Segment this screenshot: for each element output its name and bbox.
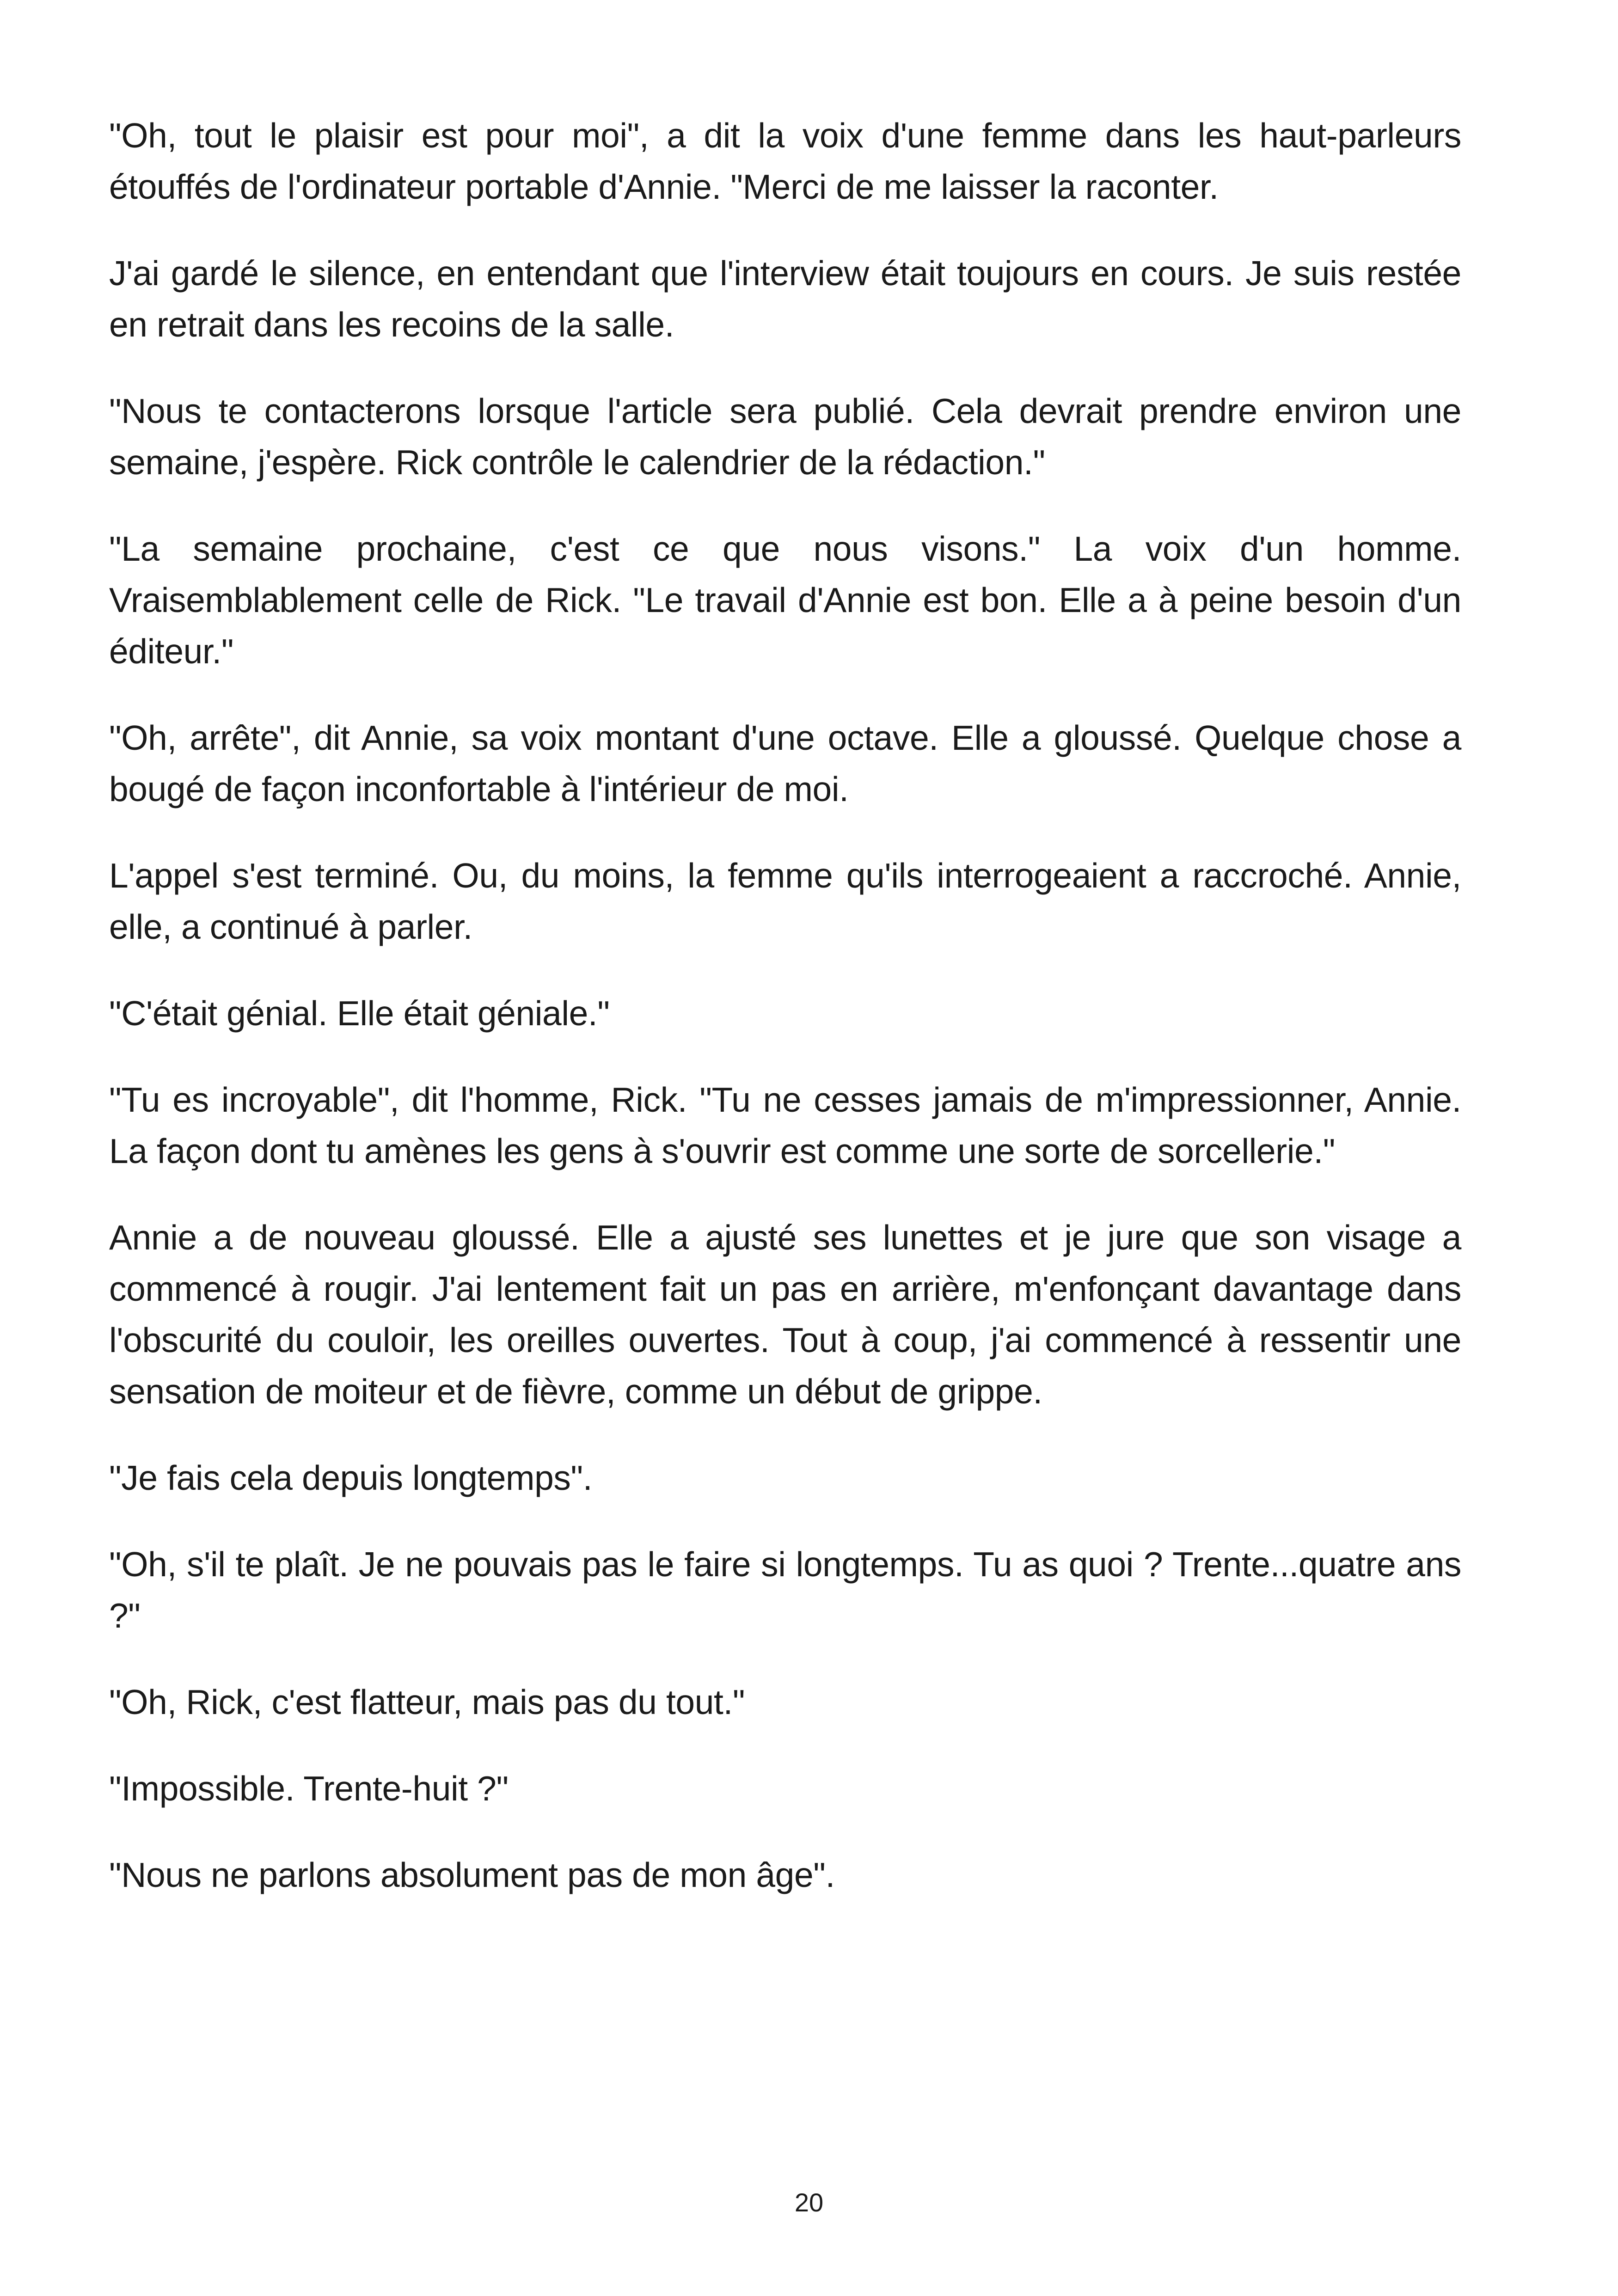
page-number: 20	[794, 2188, 824, 2217]
paragraph: "Oh, Rick, c'est flatteur, mais pas du tout."	[109, 1683, 745, 1721]
paragraph: J'ai gardé le silence, en entendant que l'interview était toujours en cours. Je suis restée en retrait dans les recoins de la salle.	[109, 254, 1461, 344]
paragraph: "Oh, s'il te plaît. Je ne pouvais pas le faire si longtemps. Tu as quoi ? Trente...quatre ans ?"	[109, 1545, 1461, 1635]
paragraph: "Oh, tout le plaisir est pour moi", a dit la voix d'une femme dans les haut-parleurs étouffés de l'ordinateur portable d'Annie. "Merci de me laisser la raconter.	[109, 116, 1461, 206]
paragraph: "Je fais cela depuis longtemps".	[109, 1458, 593, 1497]
paragraph: "Impossible. Trente-huit ?"	[109, 1769, 509, 1808]
paragraph: Annie a de nouveau gloussé. Elle a ajusté ses lunettes et je jure que son visage a commencé à rougir. J'ai lentement fait un pas en arrière, m'enfonçant davantage dans l'obscurité du couloir, les oreilles ouvertes. Tout à coup, j'ai commencé à ressentir une sensation de moiteur et de fièvre, comme un début de grippe.	[109, 1218, 1461, 1411]
paragraph: "Tu es incroyable", dit l'homme, Rick. "Tu ne cesses jamais de m'impressionner, Annie. La façon dont tu amènes les gens à s'ouvrir est comme une sorte de sorcellerie."	[109, 1080, 1461, 1170]
paragraph: "C'était génial. Elle était géniale."	[109, 994, 610, 1033]
paragraph: "Nous ne parlons absolument pas de mon âge".	[109, 1855, 835, 1894]
paragraph: "Oh, arrête", dit Annie, sa voix montant d'une octave. Elle a gloussé. Quelque chose a bougé de façon inconfortable à l'intérieur de moi.	[109, 718, 1461, 808]
paragraph: "Nous te contacterons lorsque l'article sera publié. Cela devrait prendre environ une semaine, j'espère. Rick contrôle le calendrier de la rédaction."	[109, 392, 1461, 482]
paragraph: L'appel s'est terminé. Ou, du moins, la femme qu'ils interrogeaient a raccroché. Annie, elle, a continué à parler.	[109, 856, 1461, 946]
body-text	[109, 110, 1461, 1901]
paragraph: "La semaine prochaine, c'est ce que nous visons." La voix d'un homme. Vraisemblablement celle de Rick. "Le travail d'Annie est bon. Elle a à peine besoin d'un éditeur."	[109, 529, 1461, 671]
